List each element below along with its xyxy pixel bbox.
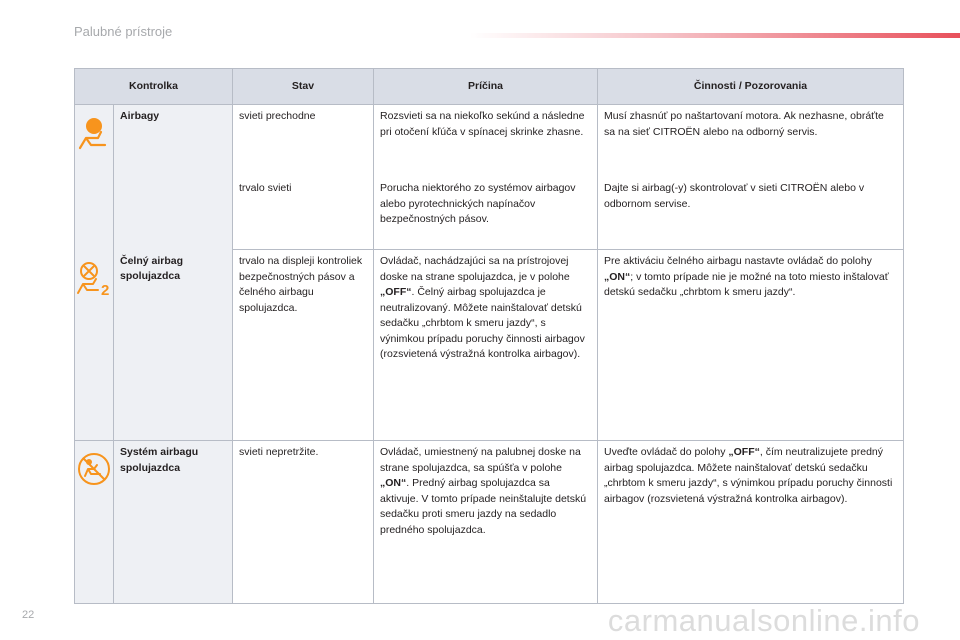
watermark: carmanualsonline.info [607,603,920,638]
column-header-stav: Stav [233,69,374,105]
column-header-kontrolka: Kontrolka [75,69,233,105]
pricina-text: . Čelný airbag spolujazdca je neutralizovaný. Môžete nainštalovať detskú sedačku „chrbtom k smeru jazdy“, s výnimkou prípadu poruchy činnosti airbagov (rozsvietená výstražná kontrolka airbagov). [380,286,585,360]
icon-cell [75,441,114,604]
passenger-airbag-off-icon [76,260,112,304]
cinnost-text: ; v tomto prípade nie je možné na toto miesto inštalovať detskú sedačku „chrbtom k smeru jazdy“. [604,270,889,298]
pricina-cell [374,441,598,604]
icon-cell [75,105,114,250]
stav-cell: trvalo na displeji kontroliek bezpečnostných pásov a čelného airbagu spolujazdca. [233,250,374,441]
stav-cell: svieti nepretržite. [233,441,374,604]
cinnost-cell [598,441,904,604]
cinnost-cell [598,250,904,441]
icon-cell [75,250,114,441]
pricina-text: Ovládač, nachádzajúci sa na prístrojovej doske na strane spolujazdca, je v polohe [380,255,570,283]
pricina-emphasis: „OFF“ [380,286,412,298]
cinnost-text: Uveďte ovládač do polohy [604,446,729,458]
table-row [75,441,904,604]
column-header-cinnosti: Činnosti / Pozorovania [598,69,904,105]
table-row [75,250,904,441]
cinnost-cell: Dajte si airbag(-y) skontrolovať v sieti CITROËN alebo v odbornom servise. [598,181,904,250]
section-title: Palubné prístroje [74,24,173,39]
pricina-cell: Porucha niektorého zo systémov airbagov alebo pyrotechnických napínačov bezpečnostných pásov. [374,181,598,250]
header-accent-bar [470,33,960,38]
row-label: Airbagy [114,105,233,250]
pricina-cell [374,250,598,441]
passenger-airbag-on-icon [76,451,112,493]
pricina-text: . Predný airbag spolujazdca sa aktivuje. V tomto prípade neinštalujte detskú sedačku proti smeru jazdy na sedadlo predného spolujazdca. [380,477,587,536]
table-header-row [75,69,904,105]
cinnost-emphasis: „OFF“ [728,446,760,458]
cinnost-text: Pre aktiváciu čelného airbagu nastavte ovládač do polohy [604,255,872,267]
pricina-cell: Rozsvieti sa na niekoľko sekúnd a následne pri otočení kľúča v spínacej skrinke zhasne. [374,105,598,182]
column-header-pricina: Príčina [374,69,598,105]
svg-text:2: 2 [101,281,110,298]
cinnost-text: , čím neutralizujete predný airbag spolujazdca. Môžete nainštalovať detskú sedačku „chrbtom k smeru jazdy“, s výnimkou prípadu poruchy činnosti airbagov (rozsvietená výstražná kontrolka airbagov). [604,446,893,505]
warning-lights-table [74,68,904,604]
row-label: Čelný airbag spolujazdca [114,250,233,441]
cinnost-emphasis: „ON“ [604,270,631,283]
cinnost-cell: Musí zhasnúť po naštartovaní motora. Ak nezhasne, obráťte sa na sieť CITROËN alebo na odborný servis. [598,105,904,182]
stav-cell: trvalo svieti [233,181,374,250]
row-label: Systém airbagu spolujazdca [114,441,233,604]
stav-cell: svieti prechodne [233,105,374,182]
airbag-warning-icon [77,115,111,157]
pricina-text: Ovládač, umiestnený na palubnej doske na strane spolujazdca, sa spúšťa v polohe [380,446,581,474]
pricina-emphasis: „ON“ [380,477,407,489]
table-row [75,105,904,182]
page-number: 22 [22,609,35,621]
